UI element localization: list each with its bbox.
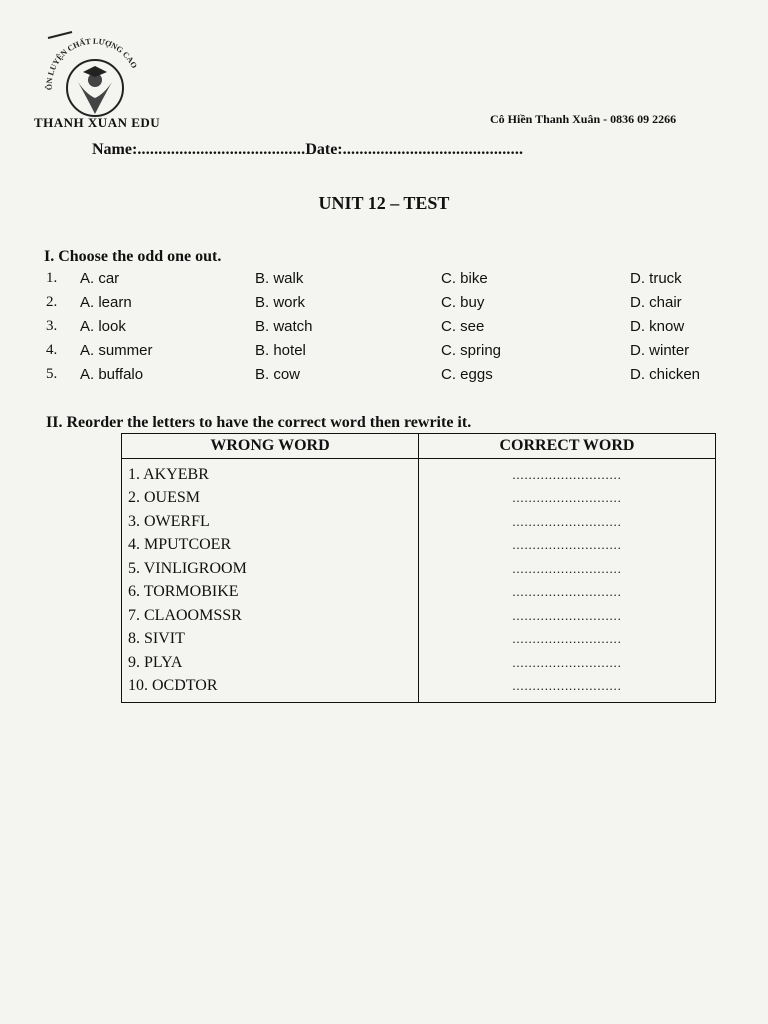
logo-arc-text: ÔN LUYỆN CHẤT LƯỢNG CAO: [44, 36, 139, 91]
scrambled-word: 6. TORMOBIKE: [122, 581, 419, 605]
name-field[interactable]: ........................................: [137, 141, 306, 158]
option-c[interactable]: C. buy: [441, 294, 485, 311]
scrambled-word: 3. OWERFL: [122, 510, 419, 534]
scrambled-word: 10. OCDTOR: [122, 675, 419, 703]
question-row: [44, 339, 744, 363]
option-a[interactable]: A. car: [80, 270, 120, 287]
scrambled-word: 4. MPUTCOER: [122, 534, 419, 558]
option-b[interactable]: B. work: [255, 294, 306, 311]
table-row: [122, 581, 716, 605]
question-row: [44, 315, 744, 339]
scrambled-word: 9. PLYA: [122, 651, 419, 675]
column-header-correct: CORRECT WORD: [419, 434, 716, 459]
question-number: 4.: [46, 342, 58, 358]
question-number: 3.: [46, 318, 58, 334]
teacher-contact: Cô Hiền Thanh Xuân - 0836 09 2266: [490, 112, 677, 126]
answer-field[interactable]: ...........................: [419, 675, 716, 703]
table-row: [122, 534, 716, 558]
option-c[interactable]: C. see: [441, 318, 485, 335]
option-a[interactable]: A. learn: [80, 294, 132, 311]
table-row: [122, 510, 716, 534]
question-row: [44, 291, 744, 315]
table-row: [122, 557, 716, 581]
option-d[interactable]: D. know: [630, 318, 685, 335]
page-title: UNIT 12 – TEST: [318, 193, 450, 213]
name-date-line: [92, 141, 523, 159]
option-d[interactable]: D. chicken: [630, 366, 701, 383]
answer-field[interactable]: ...........................: [419, 534, 716, 558]
section2-heading: II. Reorder the letters to have the correct word then rewrite it.: [46, 414, 472, 431]
option-a[interactable]: A. look: [80, 318, 126, 335]
option-d[interactable]: D. truck: [630, 270, 682, 287]
table-row: [122, 604, 716, 628]
option-b[interactable]: B. cow: [255, 366, 301, 383]
question-number: 2.: [46, 294, 58, 310]
option-b[interactable]: B. walk: [255, 270, 304, 287]
option-a[interactable]: A. buffalo: [80, 366, 144, 383]
answer-field[interactable]: ...........................: [419, 557, 716, 581]
date-label: Date:: [305, 141, 343, 158]
date-field[interactable]: ...........................................: [342, 141, 524, 158]
answer-field[interactable]: ...........................: [419, 459, 716, 487]
table-row: [122, 459, 716, 487]
option-a[interactable]: A. summer: [80, 342, 153, 359]
table-row: [122, 487, 716, 511]
option-b[interactable]: B. hotel: [255, 342, 306, 359]
answer-field[interactable]: ...........................: [419, 628, 716, 652]
scrambled-word: 1. AKYEBR: [122, 459, 419, 487]
scrambled-word: 7. CLAOOMSSR: [122, 604, 419, 628]
answer-field[interactable]: ...........................: [419, 604, 716, 628]
question-number: 1.: [46, 270, 58, 286]
answer-field[interactable]: ...........................: [419, 651, 716, 675]
option-d[interactable]: D. winter: [630, 342, 690, 359]
column-header-wrong: WRONG WORD: [122, 434, 419, 459]
option-b[interactable]: B. watch: [255, 318, 313, 335]
answer-field[interactable]: ...........................: [419, 487, 716, 511]
reorder-table: [121, 433, 716, 703]
brand-name: THANH XUAN EDU: [34, 115, 161, 130]
name-label: Name:: [92, 141, 138, 158]
school-logo: [38, 30, 148, 120]
answer-field[interactable]: ...........................: [419, 581, 716, 605]
question-row: [44, 267, 744, 291]
odd-one-out-list: [44, 267, 744, 387]
option-c[interactable]: C. spring: [441, 342, 502, 359]
table-row: [122, 628, 716, 652]
question-number: 5.: [46, 366, 58, 382]
table-row: [122, 675, 716, 703]
scrambled-word: 8. SIVIT: [122, 628, 419, 652]
option-c[interactable]: C. bike: [441, 270, 488, 287]
question-row: [44, 363, 744, 387]
section1-heading: I. Choose the odd one out.: [44, 248, 222, 265]
table-row: [122, 651, 716, 675]
option-d[interactable]: D. chair: [630, 294, 682, 311]
scrambled-word: 5. VINLIGROOM: [122, 557, 419, 581]
scrambled-word: 2. OUESM: [122, 487, 419, 511]
answer-field[interactable]: ...........................: [419, 510, 716, 534]
option-c[interactable]: C. eggs: [441, 366, 493, 383]
